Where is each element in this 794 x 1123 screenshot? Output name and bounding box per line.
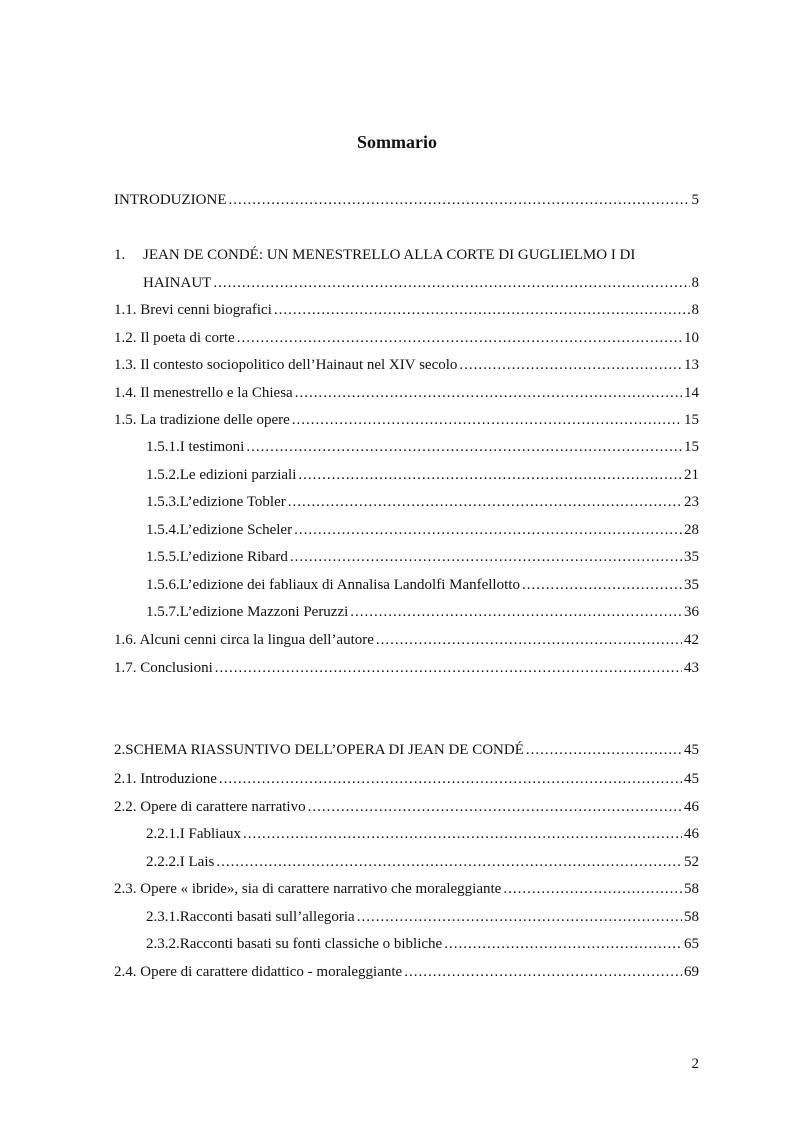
toc-entry-page: 23: [684, 494, 699, 510]
toc-entry-page: 8: [691, 302, 699, 318]
dot-leader: [404, 962, 682, 982]
toc-entry-number: 2.3.2.: [146, 936, 180, 952]
toc-entry[interactable]: [114, 410, 699, 430]
toc-entry-label: I Lais: [179, 854, 215, 870]
dot-leader: [288, 492, 682, 512]
dot-leader: [292, 410, 682, 430]
toc-entry-label: Racconti basati su fonti classiche o bibliche: [179, 936, 443, 952]
toc-entry[interactable]: [114, 962, 699, 982]
toc-entry[interactable]: [114, 328, 699, 348]
toc-subentry[interactable]: [146, 602, 699, 622]
toc-entry-number: 2.3.1.: [146, 909, 180, 925]
toc-entry-page: 52: [684, 854, 699, 870]
toc-entry-number: 1.5.7.: [146, 604, 180, 620]
toc-entry-number: 1.7.: [114, 660, 137, 676]
dot-leader: [444, 934, 682, 954]
toc-entry-page: 36: [684, 604, 699, 620]
dot-leader: [213, 273, 689, 293]
toc-entry-label: L’edizione Ribard: [179, 549, 288, 565]
toc-entry-label: L’edizione Tobler: [179, 494, 286, 510]
dot-leader: [522, 575, 682, 595]
dot-leader: [243, 824, 682, 844]
toc-entry-number: 1.5.2.: [146, 467, 180, 483]
dot-leader: [215, 658, 682, 678]
dot-leader: [503, 879, 682, 899]
toc-entry-page: 46: [684, 799, 699, 815]
toc-entry-page: 5: [691, 192, 699, 208]
toc-subentry[interactable]: [146, 907, 699, 927]
toc-subentry[interactable]: [146, 852, 699, 872]
toc-entry-page: 42: [684, 632, 699, 648]
dot-leader: [526, 740, 682, 760]
toc-subentry[interactable]: [146, 824, 699, 844]
toc-entry-number: 2.2.1.: [146, 826, 180, 842]
toc-entry-number: 1.2.: [114, 330, 137, 346]
toc-entry-number: 1.6.: [114, 632, 137, 648]
toc-entry-label: Il menestrello e la Chiesa: [140, 385, 293, 401]
toc-entry-label: Opere di carattere narrativo: [140, 799, 306, 815]
toc-entry[interactable]: [114, 630, 699, 650]
dot-leader: [274, 300, 690, 320]
toc-entry-label: Le edizioni parziali: [179, 467, 297, 483]
dot-leader: [290, 547, 682, 567]
toc-entry-number: 2.2.: [114, 799, 137, 815]
toc-subentry[interactable]: [146, 465, 699, 485]
toc-subentry[interactable]: [146, 934, 699, 954]
dot-leader: [350, 602, 682, 622]
dot-leader: [246, 437, 682, 457]
toc-entry-page: 14: [684, 385, 699, 401]
toc-entry-page: 58: [684, 909, 699, 925]
toc-entry-label: I Fabliaux: [179, 826, 241, 842]
toc-entry-page: 45: [684, 771, 699, 787]
toc-entry-label: Opere di carattere didattico - moraleggiante: [140, 964, 403, 980]
dot-leader: [459, 355, 682, 375]
toc-entry-number: 2.4.: [114, 964, 137, 980]
toc-entry-label: L’edizione Mazzoni Peruzzi: [179, 604, 349, 620]
toc-entry-label: Racconti basati sull’allegoria: [179, 909, 355, 925]
toc-entry-number: 1.1.: [114, 302, 137, 318]
toc-entry-number: 2.2.2.: [146, 854, 180, 870]
dot-leader: [295, 383, 682, 403]
toc-entry[interactable]: [114, 300, 699, 320]
toc-entry[interactable]: [114, 658, 699, 678]
dot-leader: [216, 852, 682, 872]
toc-subentry[interactable]: [146, 492, 699, 512]
toc-entry-number: 1.5.6.: [146, 577, 180, 593]
toc-entry-label: L’edizione dei fabliaux di Annalisa Landolfi Manfellotto: [179, 577, 520, 593]
toc-entry[interactable]: [114, 879, 699, 899]
toc-entry-page: 15: [684, 439, 699, 455]
toc-entry-page: 45: [684, 742, 699, 758]
toc-entry-label: Il contesto sociopolitico dell’Hainaut nel XIV secolo: [140, 357, 458, 373]
toc-entry-label: La tradizione delle opere: [140, 412, 290, 428]
toc-entry-number: 2.1.: [114, 771, 137, 787]
toc-subentry[interactable]: [146, 547, 699, 567]
dot-leader: [308, 797, 682, 817]
toc-entry[interactable]: [114, 797, 699, 817]
toc-entry-label: SCHEMA RIASSUNTIVO DELL’OPERA DI JEAN DE CONDÉ: [125, 742, 524, 758]
toc-subentry[interactable]: [146, 575, 699, 595]
toc-entry-page: 21: [684, 467, 699, 483]
toc-entry-number: 1.: [114, 247, 126, 263]
toc-entry-page: 46: [684, 826, 699, 842]
toc-entry-page: 43: [684, 660, 699, 676]
toc-subentry[interactable]: [146, 520, 699, 540]
toc-entry-page: 35: [684, 549, 699, 565]
toc-subentry[interactable]: [146, 437, 699, 457]
toc-entry-page: 13: [684, 357, 699, 373]
toc-entry-page: 10: [684, 330, 699, 346]
dot-leader: [298, 465, 682, 485]
toc-entry-number: 1.5.5.: [146, 549, 180, 565]
dot-leader: [228, 190, 689, 210]
toc-entry-label: Alcuni cenni circa la lingua dell’autore: [139, 632, 374, 648]
dot-leader: [357, 907, 682, 927]
toc-chapter-1-heading[interactable]: [114, 245, 635, 265]
toc-entry-number: 2.: [114, 742, 126, 758]
toc-chapter-1-continuation[interactable]: [143, 273, 699, 293]
toc-entry[interactable]: [114, 355, 699, 375]
toc-entry-label: Il poeta di corte: [140, 330, 235, 346]
toc-entry-number: 1.5.3.: [146, 494, 180, 510]
page-title: Sommario: [357, 132, 437, 152]
toc-entry-number: 2.3.: [114, 881, 137, 897]
page-number: 2: [691, 1056, 699, 1072]
toc-entry-page: 8: [691, 275, 699, 291]
toc-entry[interactable]: [114, 769, 699, 789]
toc-entry-label: INTRODUZIONE: [114, 192, 227, 208]
toc-entry-label: Brevi cenni biografici: [140, 302, 272, 318]
toc-entry-page: 35: [684, 577, 699, 593]
dot-leader: [294, 520, 682, 540]
toc-entry-label: Introduzione: [140, 771, 217, 787]
toc-entry-number: 1.5.: [114, 412, 137, 428]
toc-entry-page: 15: [684, 412, 699, 428]
toc-entry-label: Opere « ibride», sia di carattere narrativo che moraleggiante: [140, 881, 502, 897]
toc-entry-page: 69: [684, 964, 699, 980]
toc-entry-label: L’edizione Scheler: [179, 522, 293, 538]
toc-chapter-2-heading[interactable]: [114, 740, 699, 760]
toc-entry[interactable]: [114, 383, 699, 403]
dot-leader: [237, 328, 682, 348]
toc-entry-page: 58: [684, 881, 699, 897]
toc-entry-page: 65: [684, 936, 699, 952]
toc-entry-number: 1.3.: [114, 357, 137, 373]
toc-entry-introduzione[interactable]: [114, 190, 699, 210]
toc-entry-label: I testimoni: [179, 439, 245, 455]
dot-leader: [219, 769, 682, 789]
dot-leader: [376, 630, 682, 650]
toc-entry-label: HAINAUT: [143, 275, 212, 291]
toc-entry-number: 1.5.1.: [146, 439, 180, 455]
toc-entry-number: 1.5.4.: [146, 522, 180, 538]
toc-entry-label: Conclusioni: [140, 660, 213, 676]
toc-entry-page: 28: [684, 522, 699, 538]
toc-entry-label: JEAN DE CONDÉ: UN MENESTRELLO ALLA CORTE DI GUGLIELMO I DI: [143, 247, 636, 263]
toc-entry-number: 1.4.: [114, 385, 137, 401]
